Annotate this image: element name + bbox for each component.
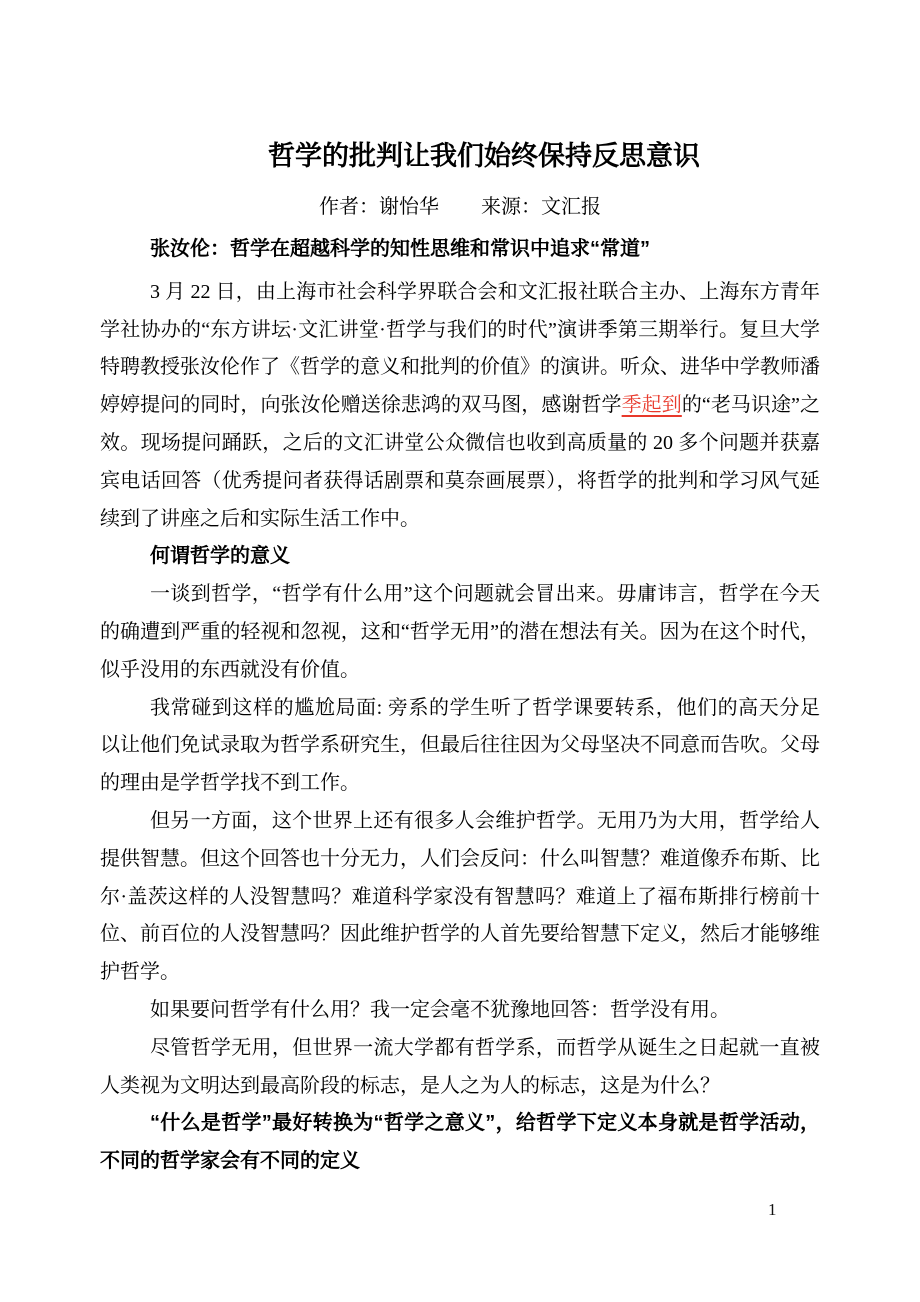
paragraph-bold-conclusion: “什么是哲学”最好转换为“哲学之意义”，给哲学下定义本身就是哲学活动，不同的哲学家会有不同的定义 xyxy=(100,1112,820,1173)
page-title: 哲学的批判让我们始终保持反思意识 xyxy=(268,141,700,171)
section-subtitle: 张汝伦：哲学在超越科学的知性思维和常识中追求“常道” xyxy=(150,238,650,260)
byline-author: 作者：谢怡华 xyxy=(319,196,439,218)
paragraph-defending-philosophy: 但另一方面，这个世界上还有很多人会维护哲学。无用乃为大用，哲学给人提供智慧。但这个回答也十分无力，人们会反问：什么叫智慧？难道像乔布斯、比尔·盖茨这样的人没智慧吗？难道科学家没有智慧吗？难道上了福布斯排行榜前十位、前百位的人没智慧吗？因此维护哲学的人首先要给智慧下定义，然后才能够维护哲学。 xyxy=(100,809,820,984)
byline xyxy=(100,188,820,226)
byline-source: 来源：文汇报 xyxy=(481,196,601,218)
paragraph-top-universities: 尽管哲学无用，但世界一流大学都有哲学系，而哲学从诞生之日起就一直被人类视为文明达到最高阶段的标志，是人之为人的标志，这是为什么？ xyxy=(100,1036,820,1097)
document-content xyxy=(100,0,820,1181)
paragraph-philosophy-useless-view: 一谈到哲学，“哲学有什么用”这个问题就会冒出来。毋庸讳言，哲学在今天的确遭到严重的轻视和忽视，这和“哲学无用”的潜在想法有关。因为在这个时代，似乎没用的东西就没有价值。 xyxy=(100,583,820,681)
paragraph-philosophy-no-use: 如果要问哲学有什么用？我一定会毫不犹豫地回答：哲学没有用。 xyxy=(150,998,730,1021)
paragraph-awkward-situation: 我常碰到这样的尴尬局面: 旁系的学生听了哲学课要转系，他们的高天分足以让他们免试录取为哲学系研究生，但最后往往因为父母坚决不同意而告吹。父母的理由是学哲学找不到工作。 xyxy=(100,696,820,795)
paragraph-event-report-text-before: 3 月 22 日，由上海市社会科学界联合会和文汇报社联合主办、上海东方青年学社协办的“东方讲坛·文汇讲堂·哲学与我们的时代”演讲季第三期举行。复旦大学特聘教授张汝伦作了《哲学的意义和批判的价值》的演讲。听众、进华中学教师潘婷婷提问的同时，向张汝伦赠送徐悲鸿的双马图，感谢哲学 xyxy=(100,280,820,417)
paragraph-event-report-text-after: 的“老马识途”之效。现场提问踊跃，之后的文汇讲堂公众微信也收到高质量的 20 多个问题并获嘉宾电话回答（优秀提问者获得话剧票和莫奈画展票），将哲学的批判和学习风气延续到了讲座之后和实际生活工作中。 xyxy=(100,394,821,530)
red-underlined-annotation: 季起到 xyxy=(621,394,682,417)
paragraph-event-report xyxy=(100,274,820,539)
heading-meaning-of-philosophy: 何谓哲学的意义 xyxy=(150,545,290,568)
page-number: 1 xyxy=(768,1200,777,1219)
